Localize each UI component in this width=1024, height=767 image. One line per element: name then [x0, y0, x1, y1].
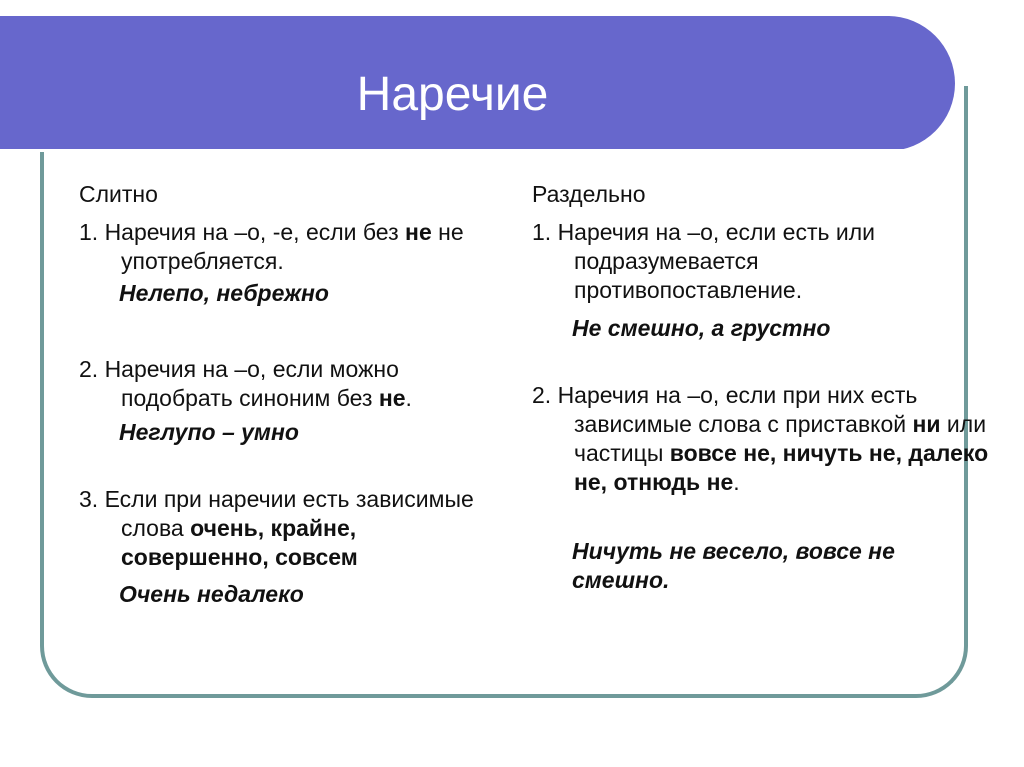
right-example-1: Не смешно, а грустно	[572, 315, 831, 341]
rule-text-middle: или частицы	[574, 411, 987, 466]
left-rule-3	[79, 485, 499, 572]
left-rule-1	[79, 218, 499, 276]
rule-text-end: .	[733, 469, 740, 495]
left-example-1: Нелепо, небрежно	[119, 280, 329, 306]
right-example-2: Ничуть не весело, вовсе не смешно.	[572, 538, 895, 593]
rule-bold: не	[378, 385, 406, 411]
rule-bold: не	[405, 219, 432, 245]
title-bar	[0, 16, 955, 151]
left-rule-2	[79, 355, 499, 413]
rule-text: 2. Наречия на –о, если можно подобрать синоним без	[79, 356, 399, 411]
left-column-heading: Слитно	[79, 181, 158, 207]
right-rule-1: 1. Наречия на –о, если есть или подразумевается противопоставление.	[532, 219, 875, 303]
rule-bold: очень, крайне, совершенно, совсем	[121, 515, 358, 570]
title-underline	[0, 149, 905, 152]
rule-text-end: не употребляется.	[121, 219, 464, 274]
right-column-heading: Раздельно	[532, 181, 646, 207]
right-column	[532, 180, 989, 595]
rule-text: 3. Если при наречии есть зависимые слова	[79, 486, 474, 541]
rule-text: 1. Наречия на –о, -е, если без	[79, 219, 406, 245]
left-example-2: Неглупо – умно	[119, 419, 299, 445]
rule-bold-particles: вовсе не, ничуть не, далеко не, отнюдь не	[574, 440, 989, 495]
left-example-3: Очень недалеко	[119, 581, 304, 607]
right-rule-2	[532, 381, 994, 497]
rule-text: 2. Наречия на –о, если при них есть зависимые слова с приставкой	[532, 382, 918, 437]
rule-text-end: .	[405, 385, 412, 411]
rule-bold: ни	[912, 411, 941, 437]
left-column	[79, 180, 499, 609]
slide-title: Наречие	[356, 68, 549, 121]
